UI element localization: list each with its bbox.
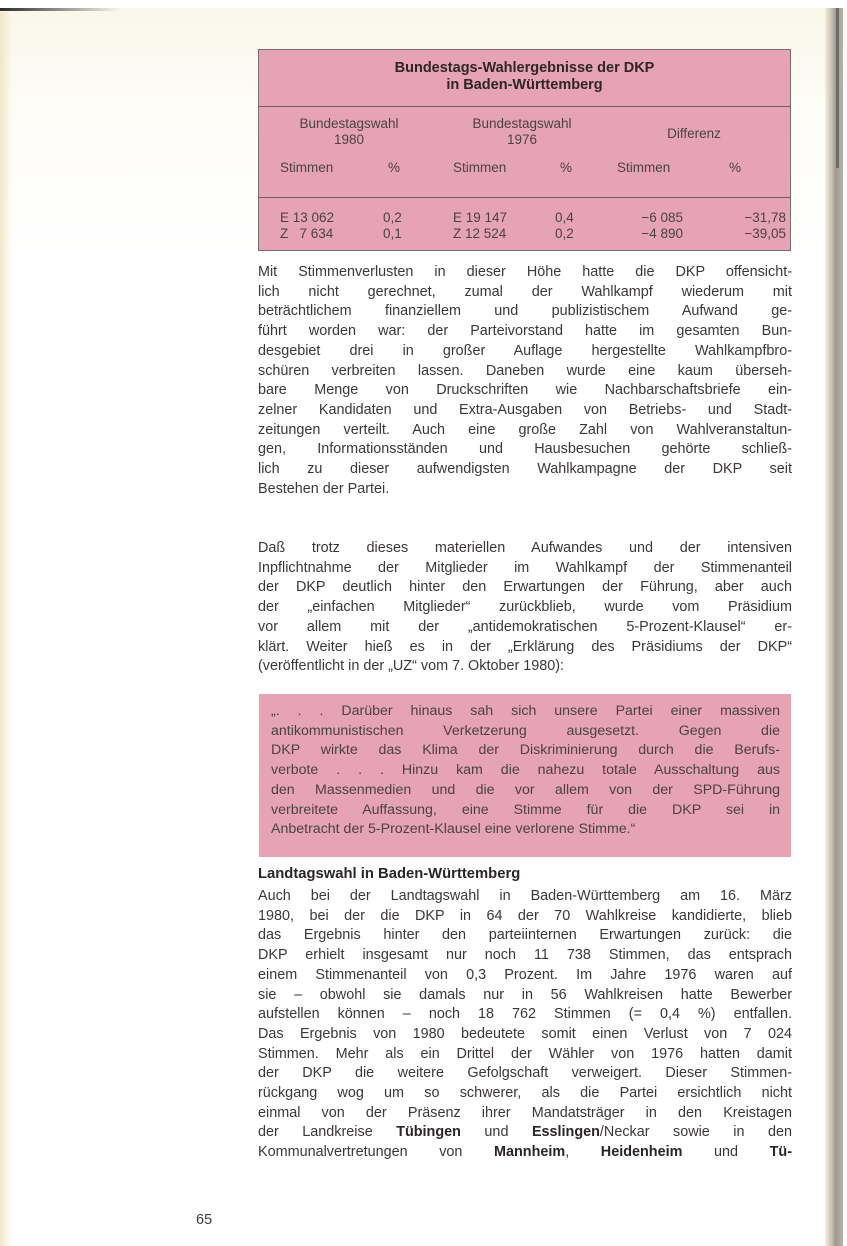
text-line: Daß trotz dieses materiellen Aufwandes und der intensiven bbox=[258, 540, 792, 556]
text-line: sie – obwohl sie damals nur in 56 Wahlkreisen hatte Bewerber bbox=[258, 986, 792, 1003]
page-number: 65 bbox=[196, 1212, 213, 1228]
table-cell: −4 890 bbox=[641, 226, 683, 241]
text-line: Mit Stimmenverlusten in dieser Höhe hatte die DKP offensicht- bbox=[258, 264, 792, 280]
text-line: Inpflichtnahme der Mitglieder im Wahlkampf der Stimmenanteil bbox=[258, 559, 792, 576]
text-run: Kommunalvertretungen von bbox=[258, 1144, 495, 1161]
quote-line: DKP wirkte das Klima der Diskriminierung durch die Berufs- bbox=[271, 742, 780, 759]
table-cell: −39,05 bbox=[744, 226, 786, 241]
text-line: bare Menge von Druckschriften wie Nachbarschaftsbriefe ein- bbox=[258, 382, 792, 399]
group-header-label: Bundestagswahl bbox=[472, 116, 572, 131]
text-line: rückgang wog um so schwerer, als die Partei ersichtlich nicht bbox=[258, 1085, 792, 1102]
quote-line: Anbetracht der 5-Prozent-Klausel eine verlorene Stimme.“ bbox=[271, 821, 636, 838]
text-line: lich nicht gerechnet, zumal der Wahlkampf wiederum mit bbox=[258, 283, 792, 300]
column-header-pct-diff: % bbox=[729, 160, 742, 175]
table-cell: 0,2 bbox=[555, 226, 574, 241]
group-header-1976 bbox=[442, 116, 602, 148]
column-header-stimmen-1980: Stimmen bbox=[280, 160, 334, 175]
table-cell: −6 085 bbox=[641, 210, 683, 225]
text-line: vor allem mit der „antidemokratischen 5-Prozent-Klausel“ er- bbox=[258, 618, 792, 635]
table-cell: Z 7 634 bbox=[280, 226, 334, 241]
quote-line: antikommunistischen Verketzerung ausgesetzt. Gegen die bbox=[271, 722, 780, 739]
place-name-bold: Tü- bbox=[769, 1144, 792, 1161]
text-line: lich zu dieser aufwendigsten Wahlkampagne der DKP seit bbox=[258, 461, 792, 478]
text-line: DKP erhielt insgesamt nur noch 11 738 Stimmen, das entsprach bbox=[258, 947, 792, 964]
group-header-year: 1980 bbox=[333, 132, 365, 147]
text-line: der DKP die weitere Gefolgschaft verweigert. Dieser Stimmen- bbox=[258, 1065, 792, 1082]
text-line: zelner Kandidaten und Extra-Ausgaben von Betriebs- und Stadt- bbox=[258, 401, 792, 418]
place-name-bold: Heidenheim bbox=[600, 1144, 683, 1161]
text-line: 1980, bei der die DKP in 64 der 70 Wahlkreise kandidierte, blieb bbox=[258, 907, 792, 924]
table-title bbox=[259, 50, 790, 107]
text-line: aufstellen können – noch 18 762 Stimmen (= 0,4 %) entfallen. bbox=[258, 1006, 792, 1023]
table-cell: −31,78 bbox=[744, 210, 786, 225]
body-paragraph-3 bbox=[258, 887, 792, 1163]
text-run: und bbox=[460, 1124, 532, 1141]
text-line-with-bold bbox=[258, 1143, 792, 1163]
place-name-bold: Mannheim bbox=[494, 1144, 566, 1161]
quote-line: „. . . Darüber hinaus sah sich unsere Partei einer massiven bbox=[271, 703, 780, 719]
text-line: klärt. Weiter hieß es in der „Erklärung des Präsidiums der DKP“ bbox=[258, 638, 792, 655]
text-run: der Landkreise bbox=[258, 1124, 397, 1141]
group-header-label: Bundestagswahl bbox=[299, 116, 399, 131]
text-line: zeitungen verteilt. Auch eine große Zahl von Wahlveranstaltun- bbox=[258, 421, 792, 438]
group-header-differenz bbox=[604, 126, 784, 142]
text-line-with-bold bbox=[258, 1123, 792, 1143]
text-line: Auch bei der Landtagswahl in Baden-Württemberg am 16. März bbox=[258, 888, 792, 904]
group-header-year: 1976 bbox=[506, 132, 538, 147]
place-name-bold: Esslingen bbox=[531, 1124, 600, 1141]
place-name-bold: Tübingen bbox=[396, 1124, 461, 1141]
quote-line: verbreitete Auffassung, eine Stimme für die DKP sei in bbox=[271, 801, 780, 818]
column-header-stimmen-1976: Stimmen bbox=[453, 160, 507, 175]
text-line: der „einfachen Mitglieder“ zurückblieb, wurde vom Präsidium bbox=[258, 599, 792, 616]
header-divider bbox=[259, 197, 790, 198]
book-spine-shadow bbox=[836, 8, 839, 168]
group-header-label: Differenz bbox=[667, 126, 721, 141]
text-run: , bbox=[565, 1144, 601, 1161]
text-line: das Ergebnis hinter den parteiinternen Erwartungen zurück: die bbox=[258, 927, 792, 944]
text-line: beträchtlichem finanziellem und publizistischem Aufwand ge- bbox=[258, 303, 792, 320]
group-header-1980 bbox=[269, 116, 429, 148]
election-results-table bbox=[258, 49, 791, 251]
text-line: desgebiet drei in großer Auflage hergestellte Wahlkampfbro- bbox=[258, 342, 792, 359]
quote-text bbox=[271, 702, 780, 840]
text-line: (veröffentlicht in der „UZ“ vom 7. Oktober 1980): bbox=[258, 658, 565, 675]
text-line: Das Ergebnis von 1980 bedeutete somit einen Verlust von 7 024 bbox=[258, 1025, 792, 1042]
text-run: und bbox=[682, 1144, 770, 1161]
column-header-stimmen-diff: Stimmen bbox=[617, 160, 671, 175]
table-cell: 0,1 bbox=[383, 226, 402, 241]
text-line: einem Stimmenanteil von 0,3 Prozent. Im Jahre 1976 waren auf bbox=[258, 966, 792, 983]
body-paragraph-1 bbox=[258, 263, 792, 499]
table-cell: Z 12 524 bbox=[453, 226, 507, 241]
quote-line: den Massenmedien und die vor allem von der SPD-Führung bbox=[271, 781, 780, 798]
text-run: /Neckar sowie in den bbox=[599, 1124, 792, 1141]
text-line: einmal von der Präsenz ihrer Mandatsträger in den Kreistagen bbox=[258, 1104, 792, 1121]
column-header-pct-1976: % bbox=[560, 160, 573, 175]
page-left-edge bbox=[0, 12, 12, 1246]
text-line: führt worden war: der Parteivorstand hatte im gesamten Bun- bbox=[258, 323, 792, 340]
quote-box bbox=[259, 694, 791, 857]
table-cell: 0,4 bbox=[555, 210, 574, 225]
table-cell: 0,2 bbox=[383, 210, 402, 225]
body-paragraph-2 bbox=[258, 539, 792, 677]
column-header-pct-1980: % bbox=[388, 160, 401, 175]
table-cell: E 13 062 bbox=[280, 210, 335, 225]
section-heading: Landtagswahl in Baden-Württemberg bbox=[258, 866, 521, 882]
text-line: Bestehen der Partei. bbox=[258, 480, 390, 497]
table-cell: E 19 147 bbox=[453, 210, 508, 225]
table-title-line1: Bundestags-Wahlergebnisse der DKP bbox=[394, 60, 655, 76]
page-edge-shadow bbox=[0, 8, 120, 11]
table-title-line2: in Baden-Württemberg bbox=[446, 77, 603, 93]
text-line: der DKP deutlich hinter den Erwartungen der Führung, aber auch bbox=[258, 579, 792, 596]
book-spine bbox=[825, 8, 843, 1246]
text-line: gen, Informationsständen und Hausbesuchen gehörte schließ- bbox=[258, 441, 792, 458]
text-line: Stimmen. Mehr als ein Drittel der Wähler von 1976 hatten damit bbox=[258, 1045, 792, 1062]
text-line: schüren verbreiten lassen. Daneben wurde eine kaum überseh- bbox=[258, 362, 792, 379]
quote-line: verbote . . . Hinzu kam die nahezu totale Ausschaltung aus bbox=[271, 762, 780, 779]
